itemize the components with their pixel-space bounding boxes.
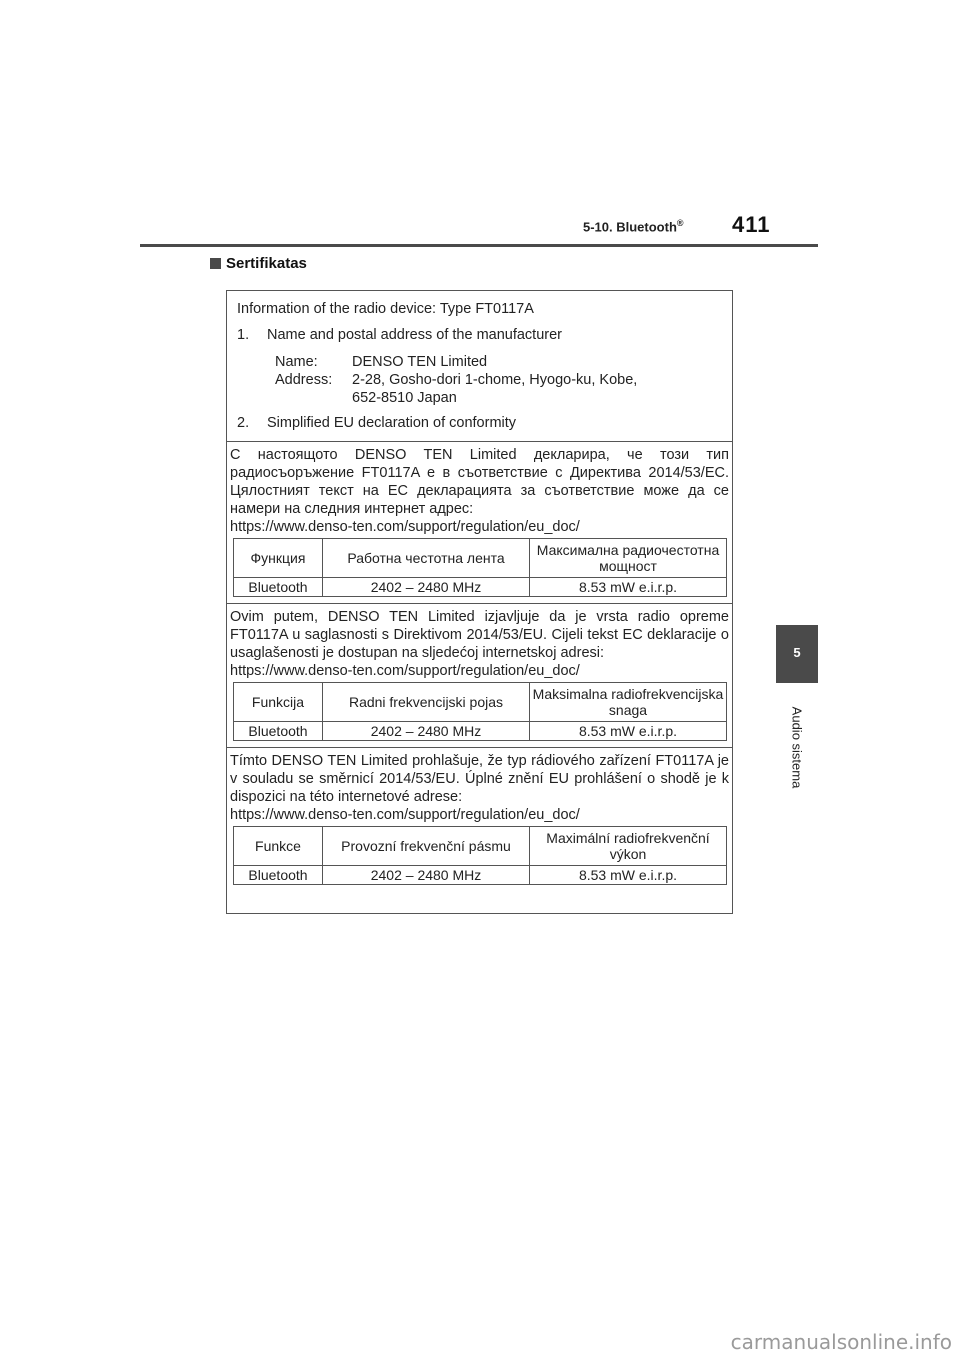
address-label: Address: xyxy=(275,372,333,388)
section-title-text: Sertifikatas xyxy=(226,255,307,272)
declaration-croatian xyxy=(227,603,732,741)
declaration-url[interactable]: https://www.denso-ten.com/support/regulation/eu_doc/ xyxy=(230,519,580,535)
table-cell: Bluetooth xyxy=(234,578,323,597)
spec-table xyxy=(233,826,727,885)
watermark-logo: carmanualsonline.info xyxy=(730,1330,952,1354)
info-item-2 xyxy=(237,415,732,431)
chapter-tab[interactable] xyxy=(776,625,818,683)
item-number: 2. xyxy=(237,415,250,431)
table-header: Maximální radiofrekvenční výkon xyxy=(530,827,727,866)
declaration-url[interactable]: https://www.denso-ten.com/support/regulation/eu_doc/ xyxy=(230,663,580,679)
item-number: 1. xyxy=(237,327,250,343)
info-item-1 xyxy=(237,327,732,343)
radio-device-info xyxy=(227,291,732,431)
section-heading xyxy=(583,218,684,234)
certificate-box xyxy=(226,290,733,914)
declaration-bulgarian xyxy=(227,441,732,597)
declaration-text: Tímto DENSO TEN Limited prohlašuje, že typ rádiového zařízení FT0117A je v souladu se směrnicí 2014/53/EU. Úplné znění EU prohlášení o shodě je k dispozici na této internetové adrese: xyxy=(230,753,729,805)
table-cell: 8.53 mW e.i.r.p. xyxy=(530,722,727,741)
table-header: Работна честотна лента xyxy=(323,539,530,578)
item-text: Name and postal address of the manufacturer xyxy=(267,327,562,343)
section-title xyxy=(210,255,307,272)
chapter-tab-number: 5 xyxy=(793,645,801,660)
page-number: 411 xyxy=(732,212,771,237)
table-header: Максимална радиочестотна мощност xyxy=(530,539,727,578)
spec-table xyxy=(233,538,727,597)
chapter-label: Audio sistema xyxy=(789,706,805,789)
table-cell: 8.53 mW e.i.r.p. xyxy=(530,866,727,885)
table-header: Функция xyxy=(234,539,323,578)
name-label: Name: xyxy=(275,354,318,370)
table-header: Provozní frekvenční pásmu xyxy=(323,827,530,866)
manufacturer-address xyxy=(237,353,732,407)
table-cell: 8.53 mW e.i.r.p. xyxy=(530,578,727,597)
table-header: Radni frekvencijski pojas xyxy=(323,683,530,722)
table-cell: Bluetooth xyxy=(234,866,323,885)
address-line-1: 2-28, Gosho-dori 1-chome, Hyogo-ku, Kobe, xyxy=(352,372,638,388)
table-cell: 2402 – 2480 MHz xyxy=(323,722,530,741)
info-title: Information of the radio device: Type FT0117A xyxy=(237,301,534,317)
declaration-text: С настоящото DENSO TEN Limited декларира, че този тип радиосъоръжение FT0117A е в съответствие с Директива 2014/53/EC. Цялостният текст на ЕС декларацията за съответствие може да се намери на следния интернет адрес: xyxy=(230,447,729,517)
header-divider xyxy=(140,244,818,247)
address-line-2: 652-8510 Japan xyxy=(352,390,457,406)
declaration-url[interactable]: https://www.denso-ten.com/support/regulation/eu_doc/ xyxy=(230,807,580,823)
declaration-text: Ovim putem, DENSO TEN Limited izjavljuje da je vrsta radio opreme FT0117A u saglasnosti s Direktivom 2014/53/EU. Cijeli tekst EC deklaracije o usaglašenosti je dostupan na sljedećoj internetskoj adresi: xyxy=(230,609,729,661)
table-header: Funkcija xyxy=(234,683,323,722)
declaration-czech xyxy=(227,747,732,885)
table-header: Maksimalna radiofrekvencijska snaga xyxy=(530,683,727,722)
table-cell: 2402 – 2480 MHz xyxy=(323,578,530,597)
name-value: DENSO TEN Limited xyxy=(352,354,488,370)
table-header: Funkce xyxy=(234,827,323,866)
spec-table xyxy=(233,682,727,741)
registered-mark: ® xyxy=(676,218,684,228)
square-bullet-icon xyxy=(210,258,221,269)
section-heading-text: 5-10. Bluetooth xyxy=(583,219,677,235)
table-cell: 2402 – 2480 MHz xyxy=(323,866,530,885)
item-text: Simplified EU declaration of conformity xyxy=(267,415,517,431)
table-cell: Bluetooth xyxy=(234,722,323,741)
